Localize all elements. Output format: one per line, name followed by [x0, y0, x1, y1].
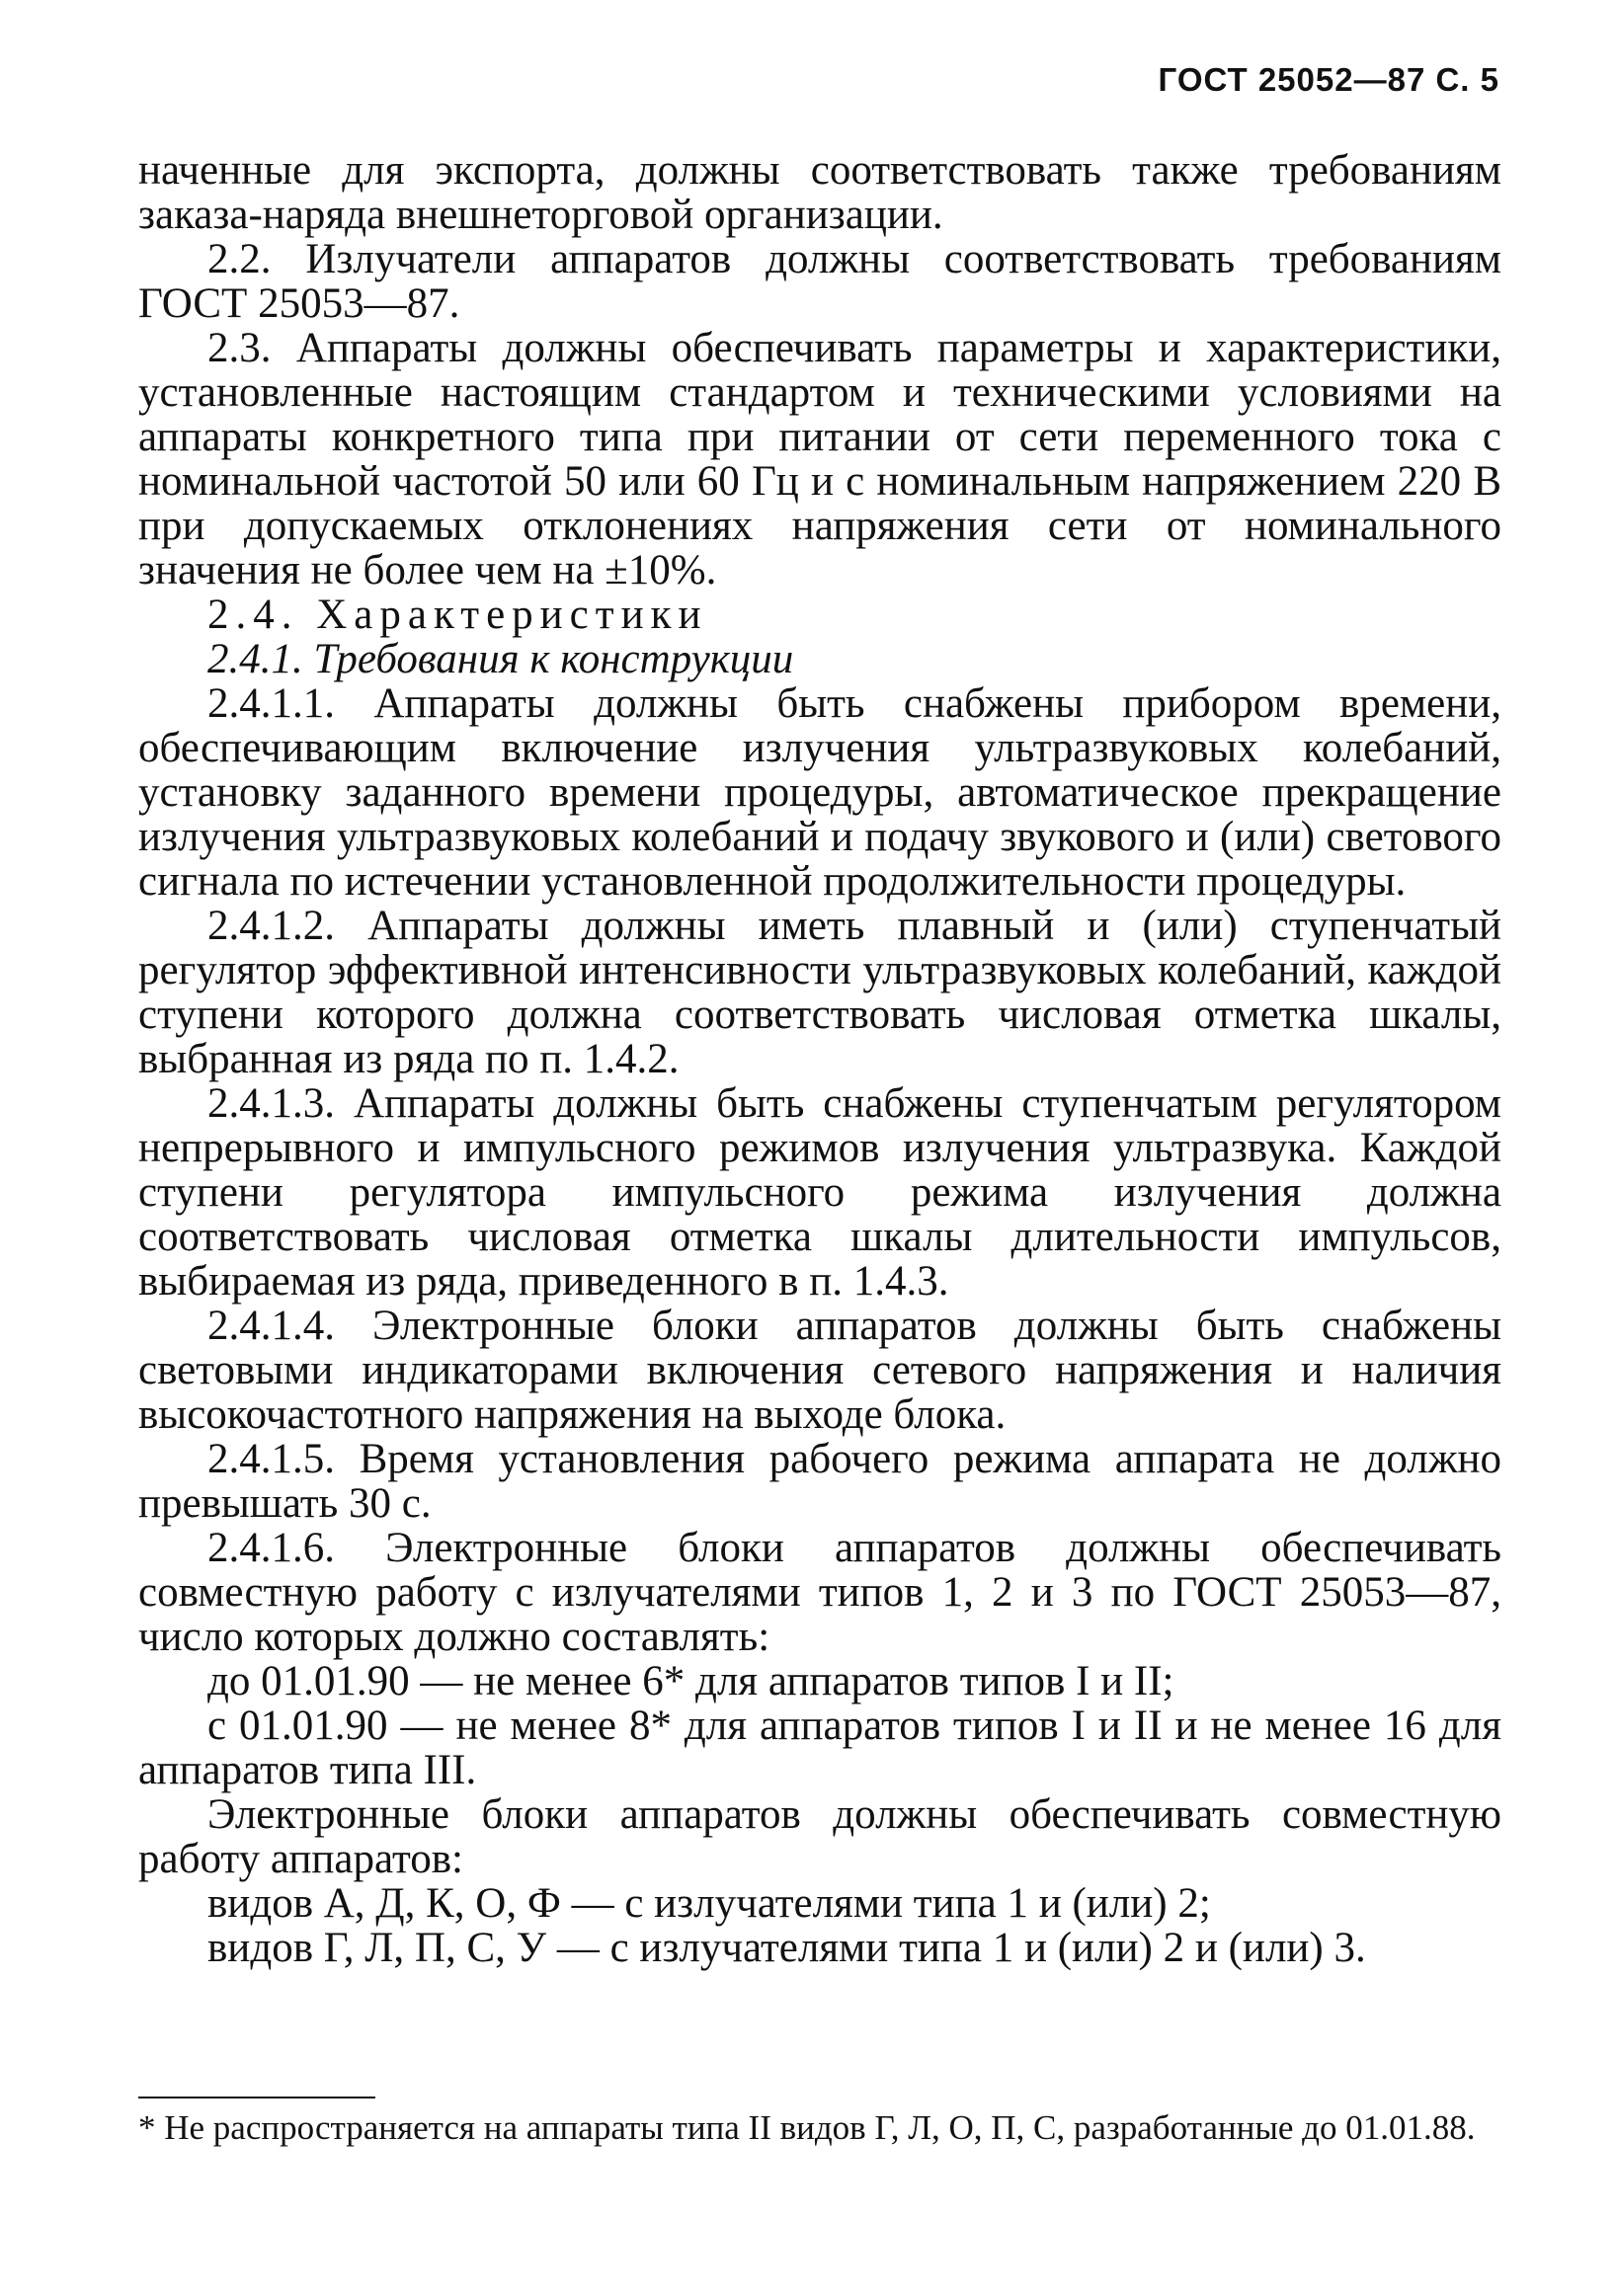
footnote-divider: [138, 2097, 375, 2098]
page-header: ГОСТ 25052—87 С. 5: [1158, 61, 1499, 98]
paragraph-joint-operation: Электронные блоки аппаратов должны обеспечивать совместную работу аппаратов:: [138, 1791, 1501, 1882]
list-item-from-1990: с 01.01.90 — не менее 8* для аппаратов типов I и II и не менее 16 для аппаратов типа III.: [138, 1702, 1501, 1793]
subsection-heading-design-requirements: 2.4.1. Требования к конструкции: [207, 636, 794, 682]
paragraph-2-4-1-2: 2.4.1.2. Аппараты должны иметь плавный и (или) ступенчатый регулятор эффективной интенсивности ультразвуковых колебаний, каждой ступени которого должна соответствовать числовая отметка шкалы, выбранная из ряда по п. 1.4.2.: [138, 903, 1501, 1082]
list-item-types-1-2-3: видов Г, Л, П, С, У — с излучателями типа 1 и (или) 2 и (или) 3.: [207, 1925, 1366, 1971]
paragraph-2-3: 2.3. Аппараты должны обеспечивать параметры и характеристики, установленные настоящим стандартом и техническими условиями на аппараты конкретного типа при питании от сети переменного тока с номинальной частотой 50 или 60 Гц и с номинальным напряжением 220 В при допускаемых отклонениях напряжения сети от номинального значения не более чем на ±10%.: [138, 325, 1501, 594]
list-item-types-1-2: видов А, Д, К, О, Ф — с излучателями типа 1 и (или) 2;: [207, 1880, 1211, 1927]
paragraph-2-4-1-5: 2.4.1.5. Время установления рабочего режима аппарата не должно превышать 30 с.: [138, 1436, 1501, 1527]
section-heading-characteristics: 2.4. Характеристики: [207, 592, 708, 638]
paragraph-2-2: 2.2. Излучатели аппаратов должны соответствовать требованиям ГОСТ 25053—87.: [138, 236, 1501, 327]
paragraph-2-4-1-1: 2.4.1.1. Аппараты должны быть снабжены прибором времени, обеспечивающим включение излучения ультразвуковых колебаний, установку заданного времени процедуры, автоматическое прекращение излучения ультразвуковых колебаний и подачу звукового и (или) светового сигнала по истечении установленной продолжительности процедуры.: [138, 680, 1501, 905]
paragraph-2-4-1-6: 2.4.1.6. Электронные блоки аппаратов должны обеспечивать совместную работу с излучателями типов 1, 2 и 3 по ГОСТ 25053—87, число которых должно составлять:: [138, 1525, 1501, 1660]
paragraph-2-4-1-4: 2.4.1.4. Электронные блоки аппаратов должны быть снабжены световыми индикаторами включения сетевого напряжения и наличия высокочастотного напряжения на выходе блока.: [138, 1303, 1501, 1438]
paragraph-export-continuation: наченные для экспорта, должны соответствовать также требованиям заказа-наряда внешнеторговой организации.: [138, 147, 1501, 238]
list-item-until-1990: до 01.01.90 — не менее 6* для аппаратов типов I и II;: [207, 1658, 1174, 1704]
document-body: [138, 148, 1501, 1970]
footnote: * Не распространяется на аппараты типа II видов Г, Л, О, П, С, разработанные до 01.01.88.: [138, 2108, 1476, 2147]
paragraph-2-4-1-3: 2.4.1.3. Аппараты должны быть снабжены ступенчатым регулятором непрерывного и импульсного режимов излучения ультразвука. Каждой ступени регулятора импульсного режима излучения должна соответствовать числовая отметка шкалы длительности импульсов, выбираемая из ряда, приведенного в п. 1.4.3.: [138, 1080, 1501, 1305]
